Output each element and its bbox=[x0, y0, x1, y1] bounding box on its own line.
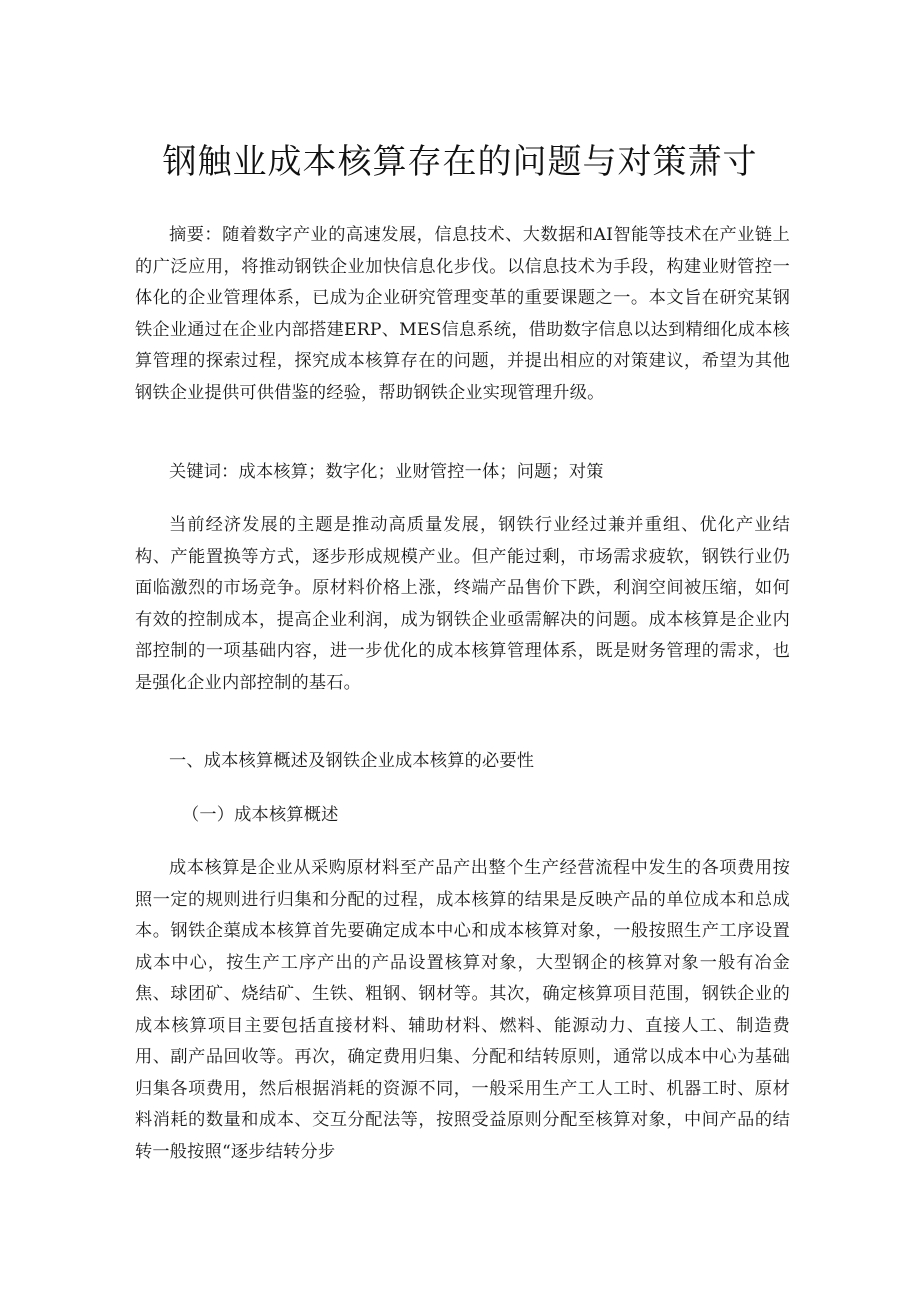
abstract-paragraph: 摘要：随着数字产业的高速发展，信息技术、大数据和AI智能等技术在产业链上的广泛应用，将推动钢铁企业加快信息化步伐。以信息技术为手段，构建业财管控一体化的企业管理体系，已成为企业研究管理变革的重要课题之一。本文旨在研究某钢铁企业通过在企业内部搭建ERP、MES信息系统，借助数字信息以达到精细化成本核算管理的探索过程，探究成本核算存在的问题，并提出相应的对策建议，希望为其他钢铁企业提供可供借鉴的经验，帮助钢铁企业实现管理升级。 bbox=[135, 225, 790, 403]
body-paragraph: 成本核算是企业从采购原材料至产品产出整个生产经营流程中发生的各项费用按照一定的规则进行归集和分配的过程，成本核算的结果是反映产品的单位成本和总成本。钢铁企蕖成本核算首先要确定成本中心和成本核算对象，一般按照生产工序设置成本中心，按生产工序产出的产品设置核算对象，大型钢企的核算对象一般有冶金焦、球团矿、烧结矿、生铁、粗钢、钢材等。其次，确定核算项目范围，钢铁企业的成本核算项目主要包括直接材料、辅助材料、燃料、能源动力、直接人工、制造费用、副产品回收等。再次，确定费用归集、分配和结转原则，通常以成本中心为基础归集各项费用，然后根据消耗的资源不同，一般采用生产工人工时、机器工时、原材料消耗的数量和成本、交互分配法等，按照受益原则分配至核算对象，中间产品的结转一般按照“逐步结转分步 bbox=[135, 858, 790, 1162]
keywords-line: 关键词：成本核算；数字化；业财管控一体；问题；对策 bbox=[169, 462, 604, 482]
section-heading-1: 一、成本核算概述及钢铁企业成本核算的必要性 bbox=[169, 751, 535, 771]
document-title: 钢触业成本核算存在的问题与对策萧寸 bbox=[162, 142, 758, 182]
intro-paragraph: 当前经济发展的主题是推动高质量发展，钢铁行业经过兼并重组、优化产业结构、产能置换等方式，逐步形成规模产业。但产能过剩，市场需求疲软，钢铁行业仍面临激烈的市场竞争。原材料价格上涨，终端产品售价下跌，利润空间被压缩，如何有效的控制成本，提高企业利润，成为钢铁企业亟需解决的问题。成本核算是企业内部控制的一项基础内容，进一步优化的成本核算管理体系，既是财务管理的需求，也是强化企业内部控制的基石。 bbox=[135, 515, 790, 693]
subsection-heading-1: （一）成本核算概述 bbox=[182, 805, 339, 825]
